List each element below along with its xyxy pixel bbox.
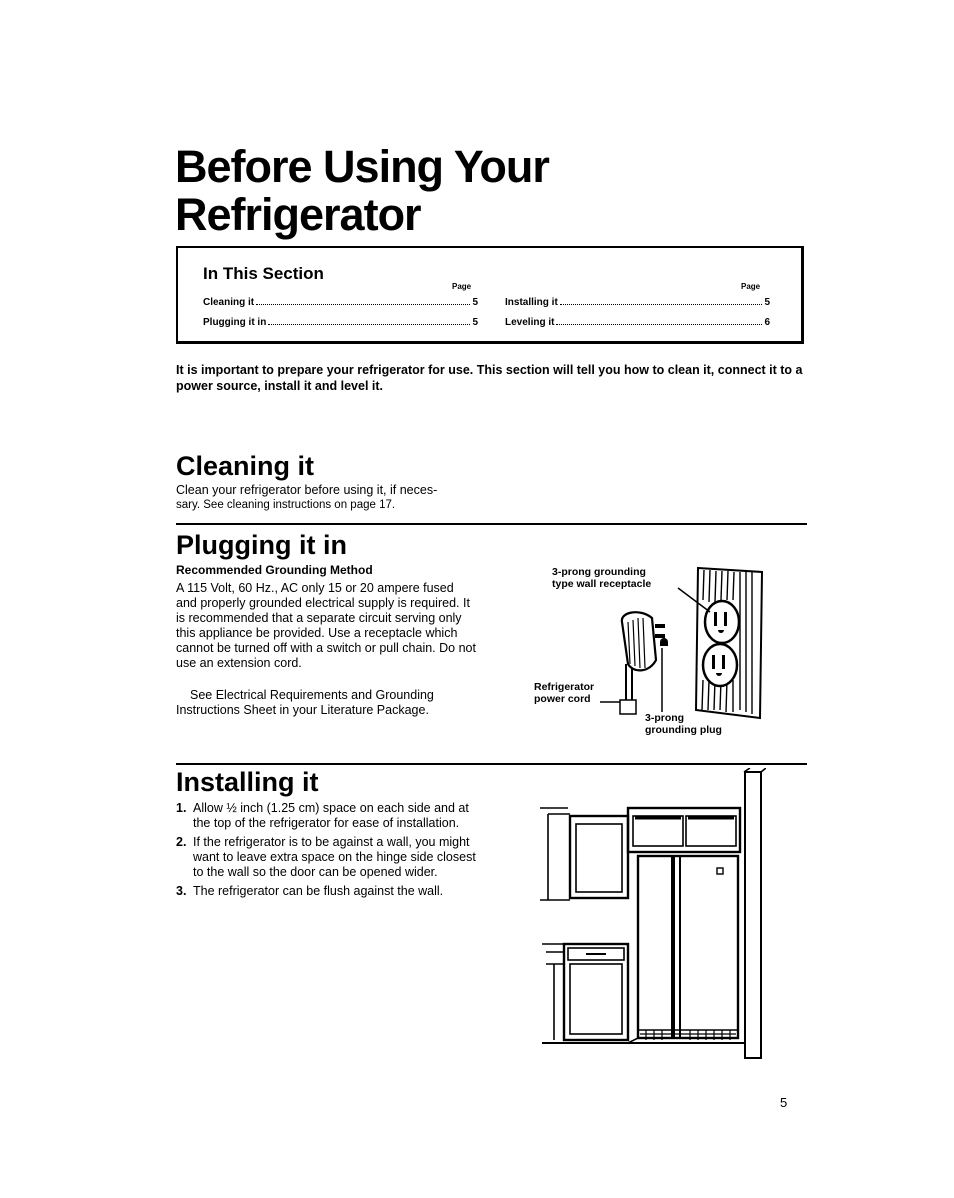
plugging-paragraph-2: See Electrical Requirements and Grounding Instructions Sheet in your Literature Package. (176, 688, 434, 717)
section-divider (176, 763, 807, 765)
toc-leader-dots (256, 304, 470, 305)
list-item (176, 884, 476, 899)
page-title-line-1: Before Using Your (175, 141, 549, 192)
cleaning-text (176, 483, 476, 513)
list-item-text: The refrigerator can be flush against the wall. (193, 884, 444, 898)
list-item-text: Allow ½ inch (1.25 cm) space on each side and at the top of the refrigerator for ease of installation. (193, 801, 469, 830)
list-item-number: 2. (176, 835, 187, 849)
section-divider (176, 523, 807, 525)
plugging-paragraph-1: A 115 Volt, 60 Hz., AC only 15 or 20 ampere fused and properly grounded electrical supply is required. It is recommended that a separate circuit serving only this appliance be provided. Use a receptacle which cannot be turned off with a switch or pull chain. Do not use an extension cord. (176, 581, 476, 670)
toc-box (176, 246, 804, 344)
cleaning-text-line-2: sary. See cleaning instructions on page 17. (176, 499, 396, 511)
toc-entry-label: Plugging it in (203, 317, 267, 328)
toc-heading: In This Section (203, 264, 324, 283)
receptacle-label-line-1: 3-prong grounding (552, 566, 646, 578)
toc-entry-installing[interactable] (505, 297, 770, 308)
toc-entry-label: Cleaning it (203, 297, 255, 308)
power-cord-label-line-1: Refrigerator (534, 681, 595, 693)
list-item-text: If the refrigerator is to be against a wall, you might want to leave extra space on the hinge side closest to the wall so the door can be opened wider. (193, 835, 476, 879)
toc-entry-page: 6 (764, 317, 770, 328)
power-cord-label-line-2: power cord (534, 693, 591, 705)
list-item (176, 801, 476, 831)
toc-page-header-left: Page (452, 282, 472, 291)
page-title (175, 143, 549, 239)
intro-paragraph: It is important to prepare your refrigerator for use. This section will tell you how to clean it, connect it to a power source, install it and level it. (176, 363, 803, 393)
toc-entry-cleaning[interactable] (203, 297, 478, 308)
grounding-plug-label-line-1: 3-prong (645, 712, 685, 724)
list-item-number: 1. (176, 801, 187, 815)
plugging-subheading: Recommended Grounding Method (176, 563, 373, 577)
toc-page-header-right: Page (741, 282, 761, 291)
toc-entry-label: Leveling it (505, 317, 555, 328)
refrigerator-installation-illustration (540, 768, 766, 1060)
list-item (176, 835, 476, 880)
toc-entry-page: 5 (472, 317, 478, 328)
toc-entry-page: 5 (472, 297, 478, 308)
toc-entry-label: Installing it (505, 297, 558, 308)
toc-leader-dots (268, 324, 470, 325)
toc-entry-leveling[interactable] (505, 317, 770, 328)
toc-leader-dots (556, 324, 762, 325)
installing-list (176, 801, 476, 903)
power-cord-label (534, 681, 594, 705)
toc-leader-dots (560, 304, 763, 305)
grounding-plug-label-line-2: grounding plug (645, 724, 722, 736)
plugging-heading: Plugging it in (176, 530, 347, 560)
toc-entry-plugging[interactable] (203, 317, 478, 328)
list-item-number: 3. (176, 884, 187, 898)
grounding-plug-icon (620, 612, 668, 714)
installing-heading: Installing it (176, 767, 319, 797)
wall-receptacle-icon (696, 568, 762, 718)
page-number: 5 (780, 1095, 788, 1110)
cleaning-heading: Cleaning it (176, 451, 315, 481)
cleaning-text-line-1: Clean your refrigerator before using it, if neces- (176, 483, 438, 497)
page-title-line-2: Refrigerator (175, 189, 421, 240)
toc-entry-page: 5 (764, 297, 770, 308)
plug-receptacle-illustration (600, 560, 770, 720)
receptacle-label-line-2: type wall receptacle (552, 578, 652, 590)
